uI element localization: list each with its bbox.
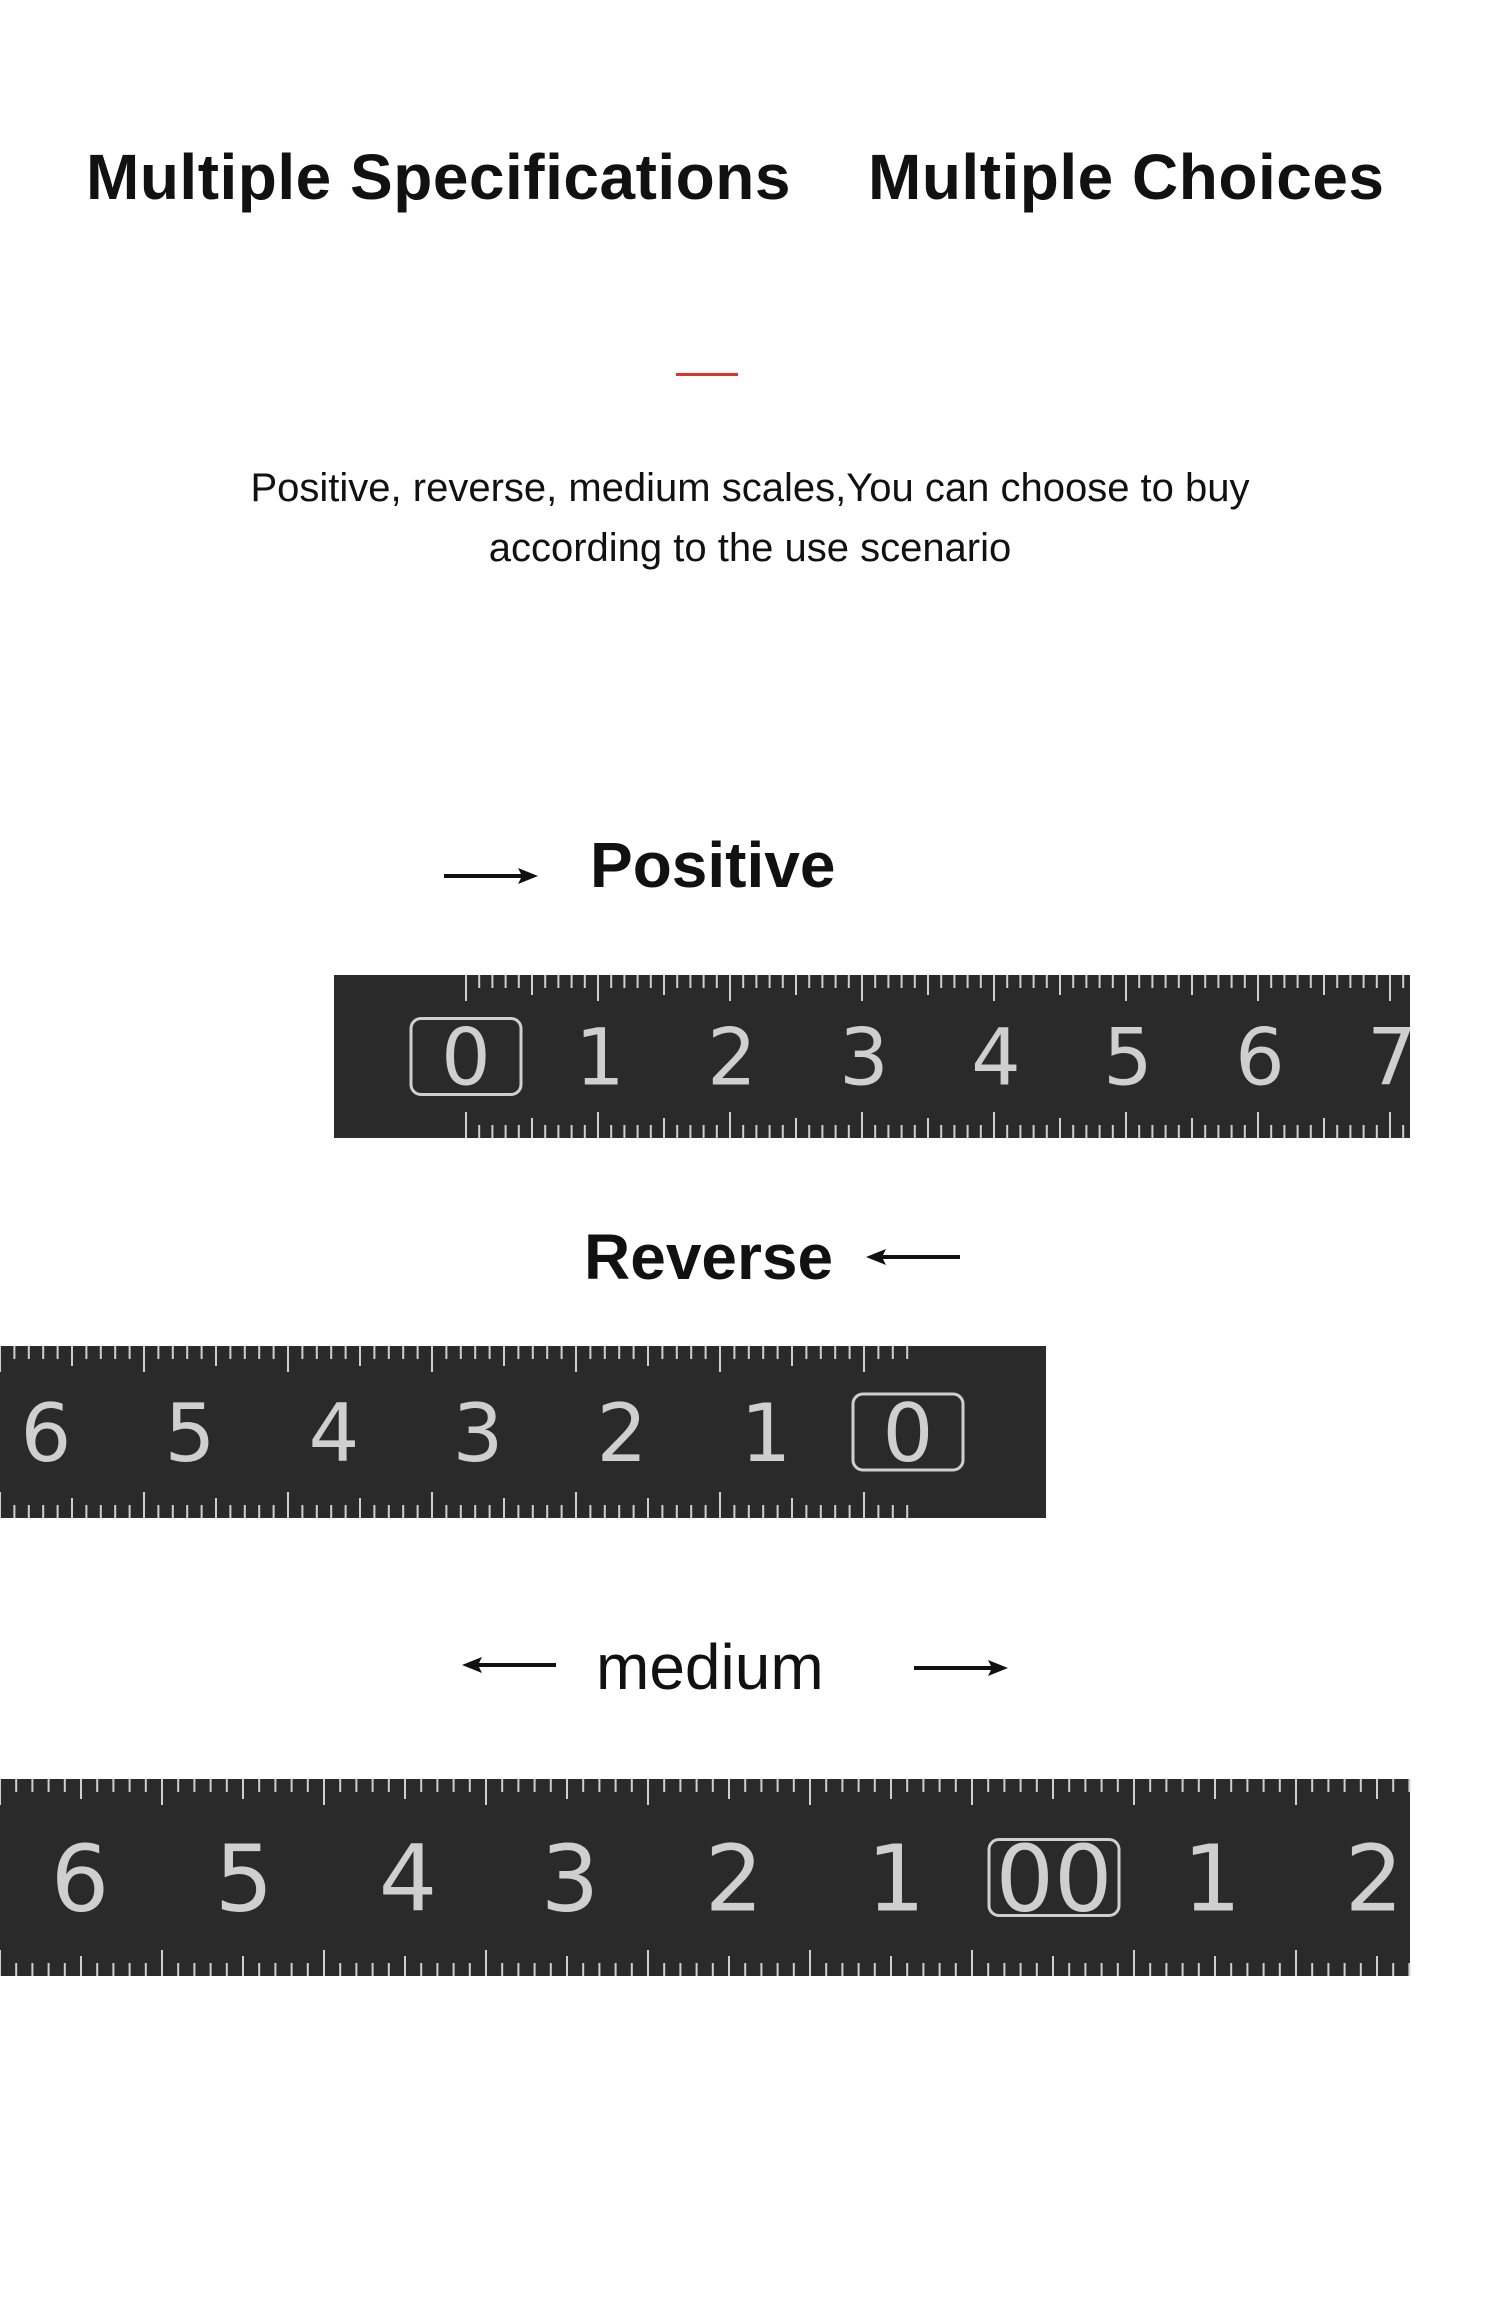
reverse-scale-number: 6 bbox=[20, 1386, 72, 1480]
medium-scale-number: 2 bbox=[1344, 1825, 1404, 1933]
medium-scale-number: 00 bbox=[995, 1825, 1113, 1933]
right-arrow-icon bbox=[442, 866, 538, 886]
reverse-scale-number: 3 bbox=[452, 1386, 504, 1480]
reverse-scale-number: 5 bbox=[164, 1386, 216, 1480]
reverse-scale-graphic bbox=[0, 1346, 1046, 1518]
reverse-scale-tape bbox=[0, 1346, 1046, 1518]
reverse-scale-number: 4 bbox=[308, 1386, 360, 1480]
right-arrow-icon bbox=[912, 1658, 1008, 1678]
accent-divider bbox=[676, 373, 738, 376]
heading-row bbox=[0, 140, 1500, 220]
medium-scale-number: 4 bbox=[378, 1825, 438, 1933]
subtitle-line-1: Positive, reverse, medium scales,You can choose to buy bbox=[250, 466, 1250, 510]
positive-scale-number: 3 bbox=[839, 1013, 889, 1104]
positive-scale-number: 6 bbox=[1235, 1013, 1285, 1104]
medium-scale-number: 1 bbox=[1182, 1825, 1242, 1933]
reverse-scale-number: 0 bbox=[882, 1386, 934, 1480]
positive-scale-number: 7 bbox=[1367, 1013, 1417, 1104]
positive-scale-number: 1 bbox=[575, 1013, 625, 1104]
positive-scale-tape bbox=[334, 975, 1417, 1138]
title-right: Multiple Choices bbox=[868, 141, 1385, 213]
medium-label: medium bbox=[596, 1631, 824, 1703]
medium-scale-number: 2 bbox=[704, 1825, 764, 1933]
medium-scale-number: 1 bbox=[866, 1825, 926, 1933]
positive-scale-number: 0 bbox=[441, 1013, 491, 1104]
medium-scale-number: 6 bbox=[50, 1825, 110, 1933]
medium-scale-number: 5 bbox=[214, 1825, 274, 1933]
reverse-label: Reverse bbox=[584, 1221, 834, 1293]
positive-scale-number: 5 bbox=[1103, 1013, 1153, 1104]
reverse-scale-number: 2 bbox=[596, 1386, 648, 1480]
positive-scale-graphic bbox=[334, 975, 1417, 1138]
left-arrow-icon bbox=[462, 1655, 558, 1675]
medium-scale-graphic bbox=[0, 1779, 1410, 1976]
positive-scale-number: 2 bbox=[707, 1013, 757, 1104]
subtitle bbox=[150, 458, 1350, 578]
reverse-scale-number: 1 bbox=[740, 1386, 792, 1480]
title-left: Multiple Specifications bbox=[86, 141, 791, 213]
positive-scale-number: 4 bbox=[971, 1013, 1021, 1104]
medium-scale-number: 3 bbox=[540, 1825, 600, 1933]
left-arrow-icon bbox=[866, 1247, 962, 1267]
medium-scale-tape bbox=[0, 1779, 1410, 1976]
subtitle-line-2: according to the use scenario bbox=[488, 526, 1012, 570]
positive-label: Positive bbox=[590, 829, 836, 901]
